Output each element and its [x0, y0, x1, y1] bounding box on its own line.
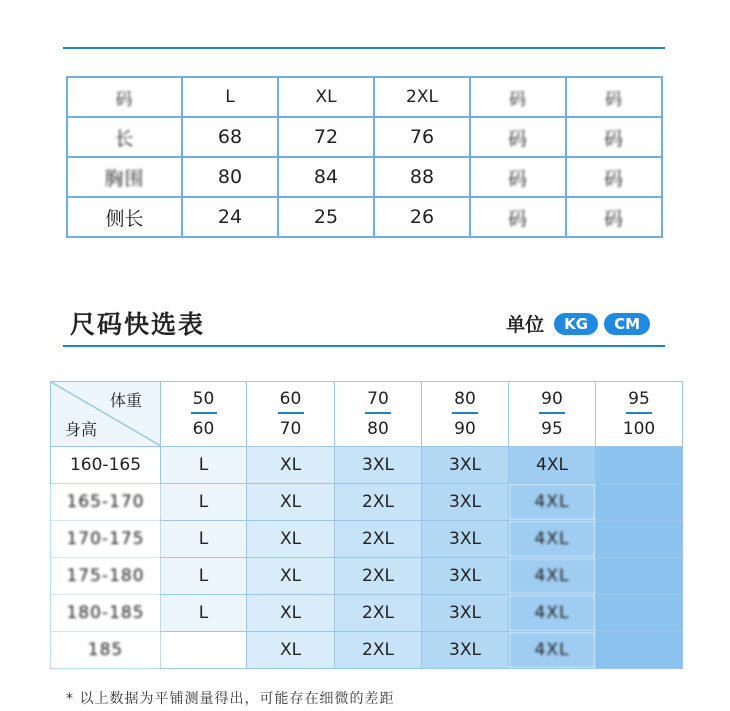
- spec-header-cell: L: [182, 77, 278, 117]
- weight-range-cell: [509, 382, 596, 447]
- weight-range-cell: [596, 382, 683, 447]
- weight-min: 70: [365, 388, 391, 414]
- spec-row-label: 侧长: [67, 197, 182, 237]
- size-cell: XL: [247, 447, 335, 484]
- spec-row-label: 胸围: [67, 157, 182, 197]
- quick-row: [51, 521, 683, 558]
- weight-range-cell: [422, 382, 509, 447]
- height-range-cell: 185: [51, 632, 161, 669]
- size-cell: XL: [247, 632, 335, 669]
- size-cell: 3XL: [422, 484, 509, 521]
- weight-max: 90: [454, 419, 476, 439]
- spec-cell: 88: [374, 157, 470, 197]
- section-divider: [63, 345, 665, 347]
- height-label: 身高: [65, 420, 98, 439]
- size-cell: 3XL: [422, 558, 509, 595]
- quick-row: [51, 447, 683, 484]
- size-cell: L: [161, 484, 247, 521]
- weight-range-cell: [335, 382, 422, 447]
- size-cell: [596, 595, 683, 632]
- size-cell: 2XL: [335, 558, 422, 595]
- unit-badge-kg: KG: [554, 313, 598, 335]
- top-divider: [63, 47, 665, 49]
- spec-cell: 80: [182, 157, 278, 197]
- spec-cell: 25: [278, 197, 374, 237]
- footnote: * 以上数据为平铺测量得出，可能存在细微的差距: [66, 691, 395, 707]
- corner-cell: [51, 382, 161, 447]
- weight-min: 80: [452, 388, 478, 414]
- spec-cell: 码: [566, 157, 662, 197]
- size-cell: [596, 447, 683, 484]
- spec-cell: 76: [374, 117, 470, 157]
- unit-indicator: [506, 310, 650, 337]
- weight-min: 60: [278, 388, 304, 414]
- height-range-cell: 160-165: [51, 447, 161, 484]
- spec-row: [67, 197, 662, 237]
- size-cell: [596, 521, 683, 558]
- spec-cell: 26: [374, 197, 470, 237]
- spec-cell: 码: [470, 117, 566, 157]
- quick-row: [51, 484, 683, 521]
- spec-cell: 72: [278, 117, 374, 157]
- weight-max: 70: [279, 419, 302, 439]
- spec-header-cell: 码: [67, 77, 182, 117]
- size-cell: 4XL: [509, 484, 596, 521]
- quick-header-row: [51, 382, 683, 447]
- weight-label: 体重: [109, 391, 142, 410]
- quick-row: [51, 595, 683, 632]
- weight-max: 80: [367, 419, 389, 439]
- quick-size-table: [50, 381, 683, 669]
- size-cell: 3XL: [422, 632, 509, 669]
- spec-header-row: [67, 77, 662, 117]
- size-cell: [596, 484, 683, 521]
- size-cell: 4XL: [509, 632, 596, 669]
- spec-header-cell: 码: [470, 77, 566, 117]
- spec-cell: 码: [470, 157, 566, 197]
- size-cell: 2XL: [335, 632, 422, 669]
- size-cell: XL: [247, 558, 335, 595]
- section-title: 尺码快选表: [70, 310, 206, 339]
- size-spec-table: [66, 76, 663, 238]
- size-cell: 4XL: [509, 447, 596, 484]
- spec-cell: 24: [182, 197, 278, 237]
- unit-label: 单位: [506, 314, 545, 336]
- size-cell: XL: [247, 521, 335, 558]
- spec-header-cell: XL: [278, 77, 374, 117]
- quick-row: [51, 632, 683, 669]
- height-range-cell: 175-180: [51, 558, 161, 595]
- spec-header-cell: 码: [566, 77, 662, 117]
- size-cell: 3XL: [422, 447, 509, 484]
- size-cell: 4XL: [509, 521, 596, 558]
- size-cell: 3XL: [422, 595, 509, 632]
- spec-cell: 码: [566, 117, 662, 157]
- size-cell: L: [161, 595, 247, 632]
- spec-row: [67, 117, 662, 157]
- weight-max: 60: [192, 419, 215, 439]
- size-cell: XL: [247, 484, 335, 521]
- weight-min: 50: [191, 388, 217, 414]
- spec-cell: 码: [566, 197, 662, 237]
- size-cell: L: [161, 447, 247, 484]
- quick-row: [51, 558, 683, 595]
- size-cell: 2XL: [335, 521, 422, 558]
- spec-row: [67, 157, 662, 197]
- size-cell: 2XL: [335, 595, 422, 632]
- size-cell: L: [161, 521, 247, 558]
- spec-cell: 码: [470, 197, 566, 237]
- size-cell: 2XL: [335, 484, 422, 521]
- size-cell: 4XL: [509, 558, 596, 595]
- size-cell: 3XL: [422, 521, 509, 558]
- spec-row-label: 长: [67, 117, 182, 157]
- weight-range-cell: [161, 382, 247, 447]
- unit-badge-cm: CM: [604, 313, 650, 335]
- height-range-cell: 165-170: [51, 484, 161, 521]
- size-cell: XL: [247, 595, 335, 632]
- weight-max: 100: [622, 419, 656, 439]
- spec-header-cell: 2XL: [374, 77, 470, 117]
- size-cell: 3XL: [335, 447, 422, 484]
- height-range-cell: 170-175: [51, 521, 161, 558]
- size-cell: L: [161, 558, 247, 595]
- height-range-cell: 180-185: [51, 595, 161, 632]
- size-cell: [596, 632, 683, 669]
- size-cell: [596, 558, 683, 595]
- spec-cell: 68: [182, 117, 278, 157]
- size-cell: [161, 632, 247, 669]
- spec-cell: 84: [278, 157, 374, 197]
- weight-max: 95: [541, 419, 563, 439]
- weight-min: 95: [626, 388, 652, 414]
- weight-min: 90: [539, 388, 565, 414]
- size-cell: 4XL: [509, 595, 596, 632]
- weight-range-cell: [247, 382, 335, 447]
